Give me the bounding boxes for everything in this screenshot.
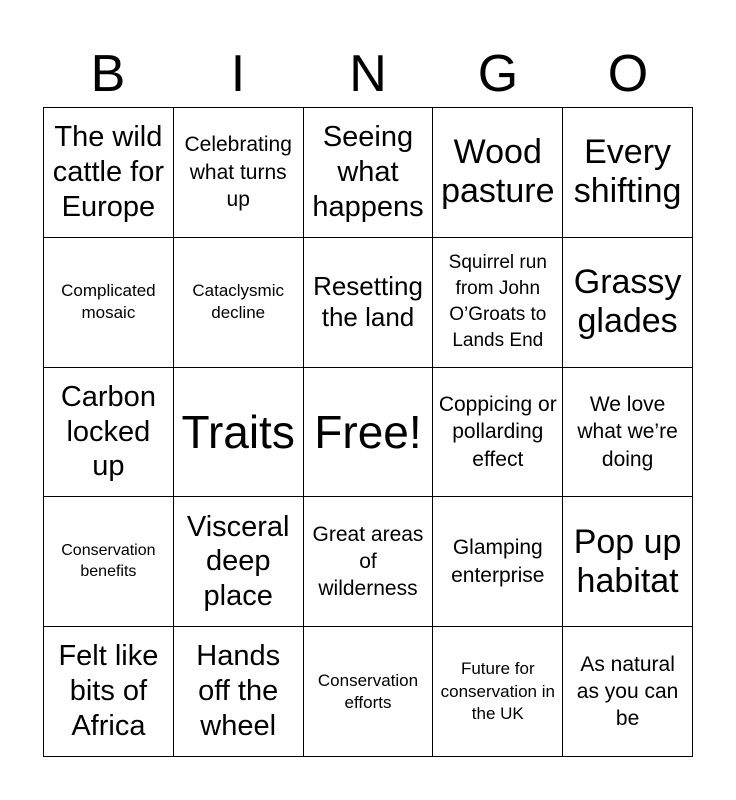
cell-text: Celebrating what turns up bbox=[184, 133, 292, 212]
cell-text: Cataclysmic decline bbox=[192, 281, 284, 323]
bingo-cell[interactable] bbox=[433, 368, 563, 498]
bingo-cell[interactable] bbox=[174, 108, 304, 238]
cell-text: Resetting the land bbox=[313, 271, 423, 333]
bingo-cell[interactable] bbox=[563, 238, 693, 368]
bingo-cell[interactable] bbox=[563, 108, 693, 238]
cell-text: Coppicing or pollarding effect bbox=[438, 393, 557, 471]
cell-text: We love what we’re doing bbox=[577, 393, 678, 471]
bingo-cell[interactable] bbox=[44, 108, 174, 238]
cell-text: Free! bbox=[314, 405, 422, 458]
bingo-cell[interactable] bbox=[433, 497, 563, 627]
cell-text: The wild cattle for Europe bbox=[52, 121, 164, 223]
header-letter-b: B bbox=[90, 45, 126, 103]
cell-text: Squirrel run from John O’Groats to Lands End bbox=[448, 251, 547, 352]
bingo-cell[interactable] bbox=[44, 627, 174, 757]
free-space bbox=[304, 368, 434, 498]
cell-text: Pop up habitat bbox=[573, 522, 682, 600]
bingo-header bbox=[43, 40, 693, 108]
cell-text: Carbon locked up bbox=[60, 380, 156, 483]
bingo-cell[interactable] bbox=[563, 627, 693, 757]
cell-text: Glamping enterprise bbox=[451, 536, 545, 587]
cell-text: Every shifting bbox=[573, 133, 682, 211]
cell-text: Complicated mosaic bbox=[61, 281, 156, 323]
cell-text: Seeing what happens bbox=[312, 121, 424, 223]
header-letter-n: N bbox=[349, 45, 387, 103]
bingo-cell[interactable] bbox=[174, 238, 304, 368]
bingo-cell[interactable] bbox=[304, 238, 434, 368]
cell-text: As natural as you can be bbox=[576, 652, 679, 731]
cell-text: Felt like bits of Africa bbox=[58, 640, 159, 742]
header-letter-o: O bbox=[607, 45, 649, 103]
cell-text: Conservation efforts bbox=[317, 670, 419, 712]
cell-text: Hands off the wheel bbox=[196, 640, 281, 742]
cell-text: Visceral deep place bbox=[186, 510, 290, 613]
cell-text: Great areas of wilderness bbox=[312, 522, 424, 601]
bingo-cell[interactable] bbox=[174, 627, 304, 757]
bingo-cell[interactable] bbox=[433, 627, 563, 757]
bingo-cell[interactable] bbox=[563, 368, 693, 498]
bingo-cell[interactable] bbox=[433, 108, 563, 238]
bingo-cell[interactable] bbox=[304, 108, 434, 238]
header-letter-g: G bbox=[477, 45, 519, 103]
bingo-cell[interactable] bbox=[563, 497, 693, 627]
cell-text: Wood pasture bbox=[441, 133, 555, 211]
bingo-cell[interactable] bbox=[44, 368, 174, 498]
cell-text: Future for conservation in the UK bbox=[440, 659, 555, 723]
bingo-cell[interactable] bbox=[304, 497, 434, 627]
cell-text: Grassy glades bbox=[573, 263, 682, 341]
cell-text: Conservation benefits bbox=[61, 541, 156, 580]
bingo-cell[interactable] bbox=[433, 238, 563, 368]
bingo-cell[interactable] bbox=[44, 238, 174, 368]
bingo-cell[interactable] bbox=[174, 497, 304, 627]
bingo-grid bbox=[43, 107, 693, 757]
bingo-cell[interactable] bbox=[304, 627, 434, 757]
bingo-cell[interactable] bbox=[44, 497, 174, 627]
bingo-cell[interactable] bbox=[174, 368, 304, 498]
cell-text: Traits bbox=[181, 405, 295, 458]
header-letter-i: I bbox=[230, 45, 246, 103]
